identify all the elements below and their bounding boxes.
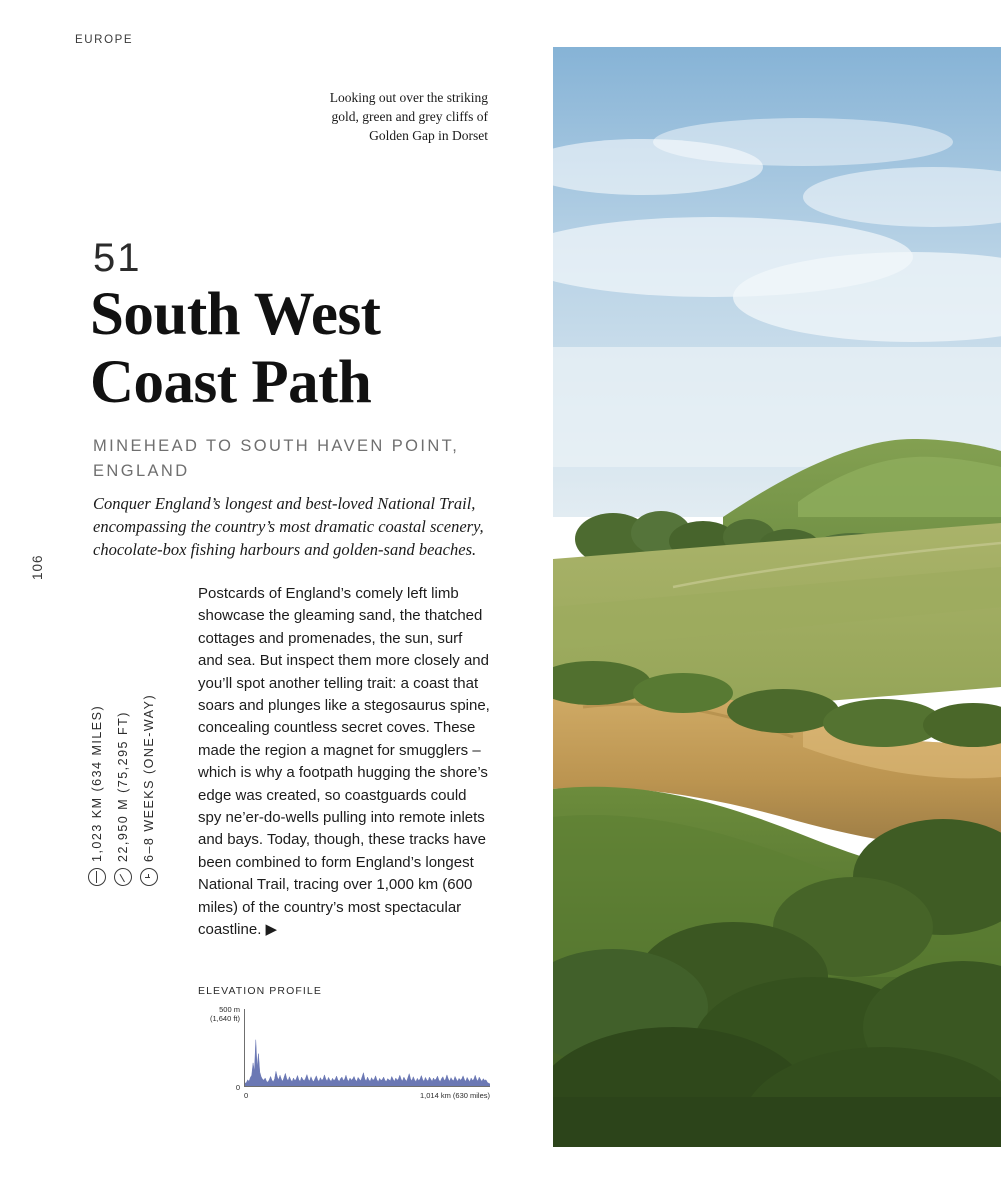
x-axis-min-label: 0 xyxy=(244,1091,249,1100)
stat-distance xyxy=(88,586,110,886)
elevation-profile-title: ELEVATION PROFILE xyxy=(198,985,322,997)
y-axis-max-label xyxy=(198,1005,240,1023)
elevation-chart xyxy=(209,1005,490,1100)
clock-icon xyxy=(140,868,158,886)
elevation-area-series xyxy=(245,1009,490,1086)
title-line-1: South West xyxy=(90,281,381,348)
y-max-line-1: 500 m xyxy=(219,1005,240,1014)
y-max-line-2: (1,640 ft) xyxy=(209,1014,240,1023)
title-line-2: Coast Path xyxy=(90,349,372,416)
entry-standfirst: Conquer England’s longest and best-loved National Trail, encompassing the country’s most dramatic coastal scenery, chocolate-box fishing harbours and golden-sand beaches. xyxy=(93,494,484,559)
x-axis-max-label: 1,014 km (630 miles) xyxy=(419,1091,490,1100)
page-title xyxy=(90,281,510,417)
y-axis-min-label: 0 xyxy=(235,1083,240,1092)
coastal-cliff-landscape-photo xyxy=(553,47,1001,1147)
elevation-profile xyxy=(198,985,490,1100)
body-text: Postcards of England’s comely left limb showcase the gleaming sand, the thatched cottages and promenades, the sun, surf and sea. But inspect them more closely and you’ll spot another telling trait: a coast that soars and plunges like a stegosaurus spine, concealing countless secret coves. These made the region a magnet for smugglers – which is why a footpath hugging the shore’s edge was created, so coastguards could spy ne’er-do-wells pulling into remote inlets and bays. Today, though, these tracks have been combined to form England’s longest National Trail, tracing over 1,000 km (600 miles) of the country’s most spectacular coastline. ▶ xyxy=(198,585,490,939)
stat-duration xyxy=(140,586,162,886)
running-head: EUROPE xyxy=(75,34,134,46)
stats-rail xyxy=(88,586,198,886)
distance-icon xyxy=(88,868,106,886)
entry-subtitle: MINEHEAD TO SOUTH HAVEN POINT, ENGLAND xyxy=(93,437,460,480)
stat-duration-label: 6–8 WEEKS (ONE-WAY) xyxy=(142,693,156,862)
photo-caption: Looking out over the striking gold, green and grey cliffs of Golden Gap in Dorset xyxy=(329,90,488,143)
entry-number: 51 xyxy=(93,236,142,280)
page-number: 106 xyxy=(30,554,45,580)
stat-distance-label: 1,023 KM (634 MILES) xyxy=(90,704,104,862)
stat-ascent-label: 22,950 M (75,295 FT) xyxy=(116,711,130,862)
stat-ascent xyxy=(114,586,136,886)
x-axis xyxy=(244,1086,490,1087)
ascent-icon xyxy=(114,868,132,886)
